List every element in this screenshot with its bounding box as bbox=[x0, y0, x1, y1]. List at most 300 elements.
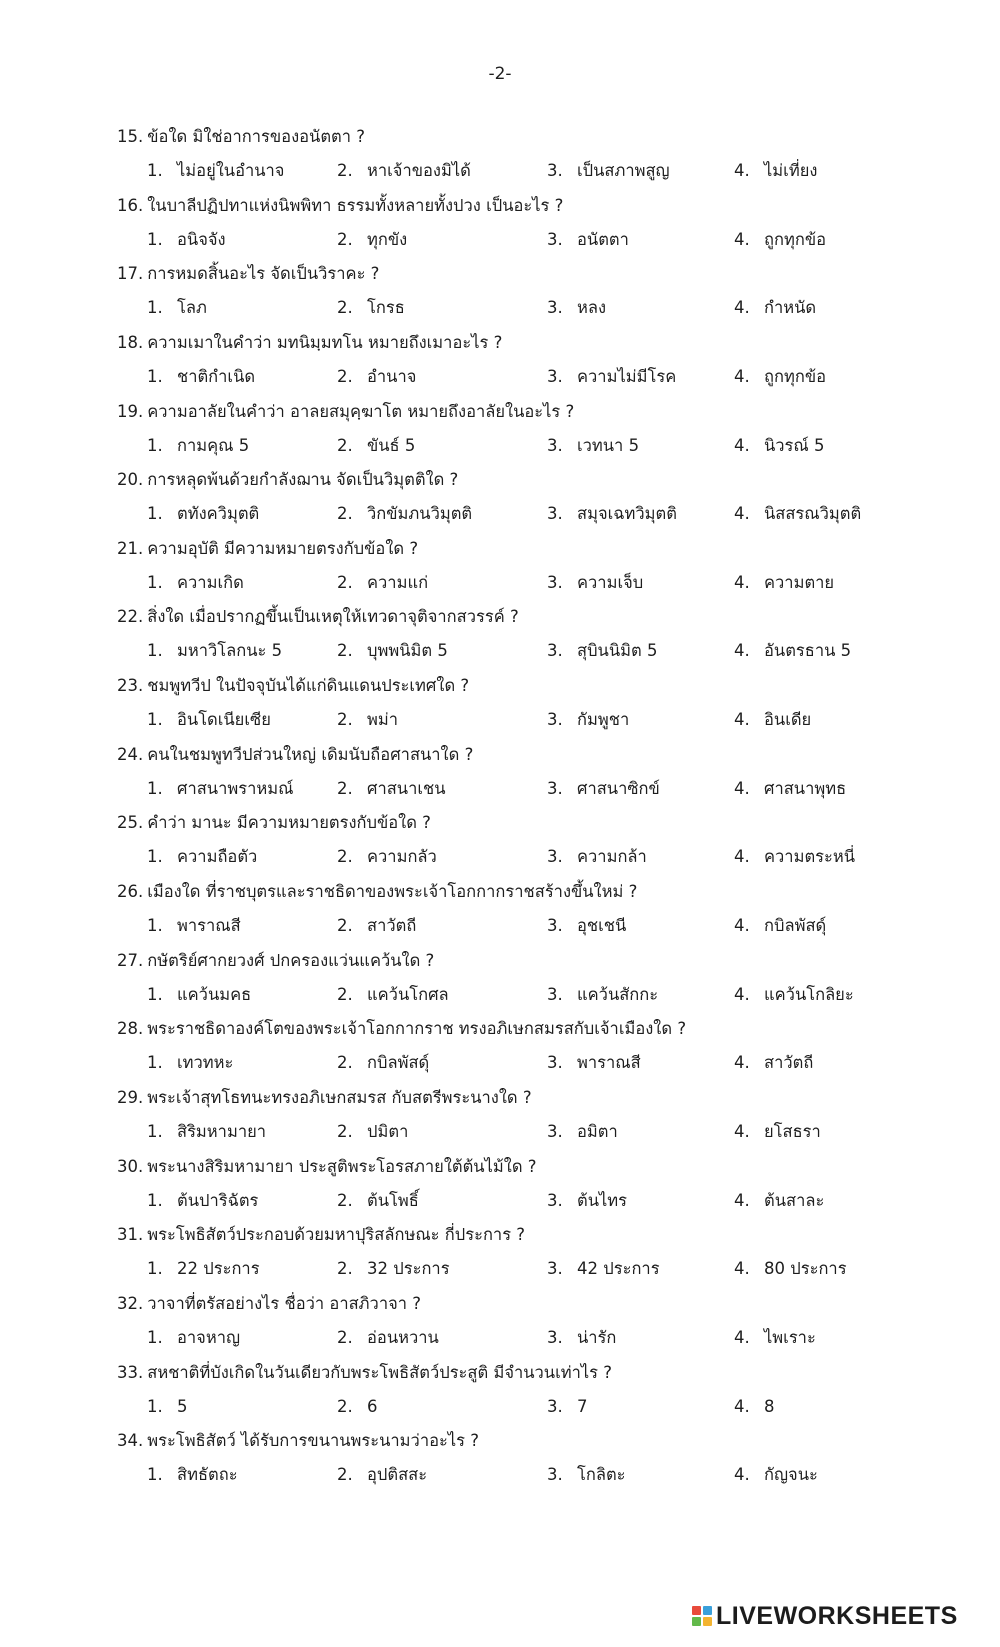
option-number: 4. bbox=[734, 916, 750, 936]
question-list bbox=[117, 120, 977, 1493]
options-row bbox=[117, 1321, 977, 1355]
question-item bbox=[117, 1356, 977, 1425]
option-number: 2. bbox=[337, 229, 353, 249]
question-text: เมืองใด ที่ราชบุตรและราชธิดาของพระเจ้าโอกกากราชสร้างขึ้นใหม่ ? bbox=[147, 882, 638, 902]
answer-option bbox=[147, 1458, 238, 1492]
option-number: 4. bbox=[734, 1327, 750, 1347]
options-row bbox=[117, 840, 977, 874]
answer-option bbox=[547, 1321, 616, 1355]
answer-option bbox=[147, 360, 255, 394]
option-text: อ่อนหวาน bbox=[367, 1327, 439, 1347]
options-row bbox=[117, 1252, 977, 1286]
option-text: ไพเราะ bbox=[764, 1327, 816, 1347]
option-text: ขันธ์ 5 bbox=[367, 435, 416, 455]
option-text: 80 ประการ bbox=[764, 1259, 847, 1279]
option-number: 1. bbox=[147, 1259, 163, 1279]
answer-option bbox=[337, 1046, 429, 1080]
option-number: 2. bbox=[337, 916, 353, 936]
option-text: ความกลัว bbox=[367, 847, 437, 867]
options-row bbox=[117, 1390, 977, 1424]
question-item bbox=[117, 1424, 977, 1493]
question-line bbox=[117, 1150, 977, 1184]
answer-option bbox=[147, 1252, 260, 1286]
option-text: กำหนัด bbox=[764, 298, 817, 318]
answer-option bbox=[547, 840, 647, 874]
question-item bbox=[117, 326, 977, 395]
option-text: โกลิตะ bbox=[577, 1465, 626, 1485]
options-row bbox=[117, 360, 977, 394]
option-number: 3. bbox=[547, 1053, 563, 1073]
option-number: 2. bbox=[337, 984, 353, 1004]
option-number: 2. bbox=[337, 1053, 353, 1073]
question-number: 17. bbox=[117, 264, 144, 284]
option-number: 4. bbox=[734, 366, 750, 386]
option-number: 4. bbox=[734, 1259, 750, 1279]
answer-option bbox=[147, 634, 282, 668]
option-number: 3. bbox=[547, 1121, 563, 1141]
options-row bbox=[117, 772, 977, 806]
answer-option bbox=[147, 154, 284, 188]
question-line bbox=[117, 326, 977, 360]
question-number: 25. bbox=[117, 813, 144, 833]
question-number: 26. bbox=[117, 882, 144, 902]
answer-option bbox=[734, 978, 854, 1012]
option-number: 1. bbox=[147, 572, 163, 592]
option-text: ศาสนาซิกข์ bbox=[577, 778, 660, 798]
option-text: อินโดเนียเซีย bbox=[177, 710, 271, 730]
answer-option bbox=[734, 154, 817, 188]
option-number: 1. bbox=[147, 984, 163, 1004]
question-text: สิ่งใด เมื่อปรากฏขึ้นเป็นเหตุให้เทวดาจุติจากสวรรค์ ? bbox=[147, 607, 519, 627]
brand-logo-icon bbox=[692, 1606, 712, 1626]
answer-option bbox=[734, 291, 816, 325]
question-line bbox=[117, 875, 977, 909]
question-line bbox=[117, 806, 977, 840]
answer-option bbox=[147, 429, 249, 463]
question-item bbox=[117, 1012, 977, 1081]
answer-option bbox=[337, 1458, 427, 1492]
option-number: 1. bbox=[147, 1121, 163, 1141]
option-number: 3. bbox=[547, 1396, 563, 1416]
option-number: 1. bbox=[147, 1465, 163, 1485]
question-text: ชมพูทวีป ในปัจจุบันได้แก่ดินแดนประเทศใด ? bbox=[147, 676, 470, 696]
question-text: ความเมาในคำว่า มทนิมฺมทโน หมายถึงเมาอะไร ? bbox=[147, 332, 503, 352]
options-row bbox=[117, 223, 977, 257]
option-text: 5 bbox=[177, 1396, 188, 1416]
question-number: 31. bbox=[117, 1225, 144, 1245]
question-line bbox=[117, 1081, 977, 1115]
option-text: วิกขัมภนวิมุตติ bbox=[367, 504, 473, 524]
options-row bbox=[117, 497, 977, 531]
option-number: 3. bbox=[547, 984, 563, 1004]
question-number: 18. bbox=[117, 332, 144, 352]
question-number: 29. bbox=[117, 1087, 144, 1107]
option-number: 4. bbox=[734, 1396, 750, 1416]
option-text: ศาสนาพุทธ bbox=[764, 778, 847, 798]
option-text: ศาสนาพราหมณ์ bbox=[177, 778, 294, 798]
option-text: แคว้นมคธ bbox=[177, 984, 252, 1004]
answer-option bbox=[547, 360, 676, 394]
question-text: พระราชธิดาองค์โตของพระเจ้าโอกกากราช ทรงอภิเษกสมรสกับเจ้าเมืองใด ? bbox=[147, 1019, 687, 1039]
option-number: 4. bbox=[734, 504, 750, 524]
option-number: 4. bbox=[734, 641, 750, 661]
option-text: 6 bbox=[367, 1396, 378, 1416]
question-item bbox=[117, 738, 977, 807]
option-text: น่ารัก bbox=[577, 1327, 617, 1347]
option-text: พม่า bbox=[367, 710, 399, 730]
options-row bbox=[117, 429, 977, 463]
option-text: สมุจเฉทวิมุตติ bbox=[577, 504, 677, 524]
option-number: 4. bbox=[734, 1190, 750, 1210]
option-text: ความแก่ bbox=[367, 572, 429, 592]
option-text: ปมิตา bbox=[367, 1121, 409, 1141]
question-item bbox=[117, 600, 977, 669]
question-line bbox=[117, 395, 977, 429]
option-number: 2. bbox=[337, 778, 353, 798]
option-number: 3. bbox=[547, 1190, 563, 1210]
question-text: ในบาลีปฏิปทาแห่งนิพพิทา ธรรมทั้งหลายทั้งปวง เป็นอะไร ? bbox=[147, 195, 564, 215]
option-number: 2. bbox=[337, 435, 353, 455]
option-text: เป็นสภาพสูญ bbox=[577, 161, 670, 180]
question-number: 16. bbox=[117, 195, 144, 215]
answer-option bbox=[337, 772, 445, 806]
question-number: 34. bbox=[117, 1431, 144, 1451]
option-text: แคว้นสักกะ bbox=[577, 984, 659, 1004]
option-text: พาราณสี bbox=[177, 916, 241, 936]
answer-option bbox=[147, 497, 259, 531]
answer-option bbox=[337, 840, 437, 874]
option-number: 1. bbox=[147, 641, 163, 661]
option-number: 1. bbox=[147, 435, 163, 455]
option-number: 1. bbox=[147, 1053, 163, 1073]
question-line bbox=[117, 1287, 977, 1321]
option-number: 4. bbox=[734, 572, 750, 592]
option-number: 2. bbox=[337, 1396, 353, 1416]
page-number: -2- bbox=[488, 64, 512, 84]
option-text: ต้นไทร bbox=[577, 1190, 628, 1210]
question-item bbox=[117, 532, 977, 601]
answer-option bbox=[547, 154, 670, 188]
option-number: 4. bbox=[734, 229, 750, 249]
question-text: พระโพธิสัตว์ ได้รับการขนานพระนามว่าอะไร ? bbox=[147, 1431, 480, 1451]
option-text: สิริมหามายา bbox=[177, 1121, 267, 1141]
options-row bbox=[117, 291, 977, 325]
option-text: หาเจ้าของมิได้ bbox=[367, 161, 471, 180]
answer-option bbox=[147, 772, 293, 806]
answer-option bbox=[337, 223, 407, 257]
question-line bbox=[117, 1012, 977, 1046]
option-text: เทวทหะ bbox=[177, 1053, 234, 1073]
question-text: คำว่า มานะ มีความหมายตรงกับข้อใด ? bbox=[147, 813, 431, 833]
option-number: 2. bbox=[337, 1465, 353, 1485]
question-item bbox=[117, 944, 977, 1013]
answer-option bbox=[337, 429, 415, 463]
question-line bbox=[117, 944, 977, 978]
option-text: กัมพูชา bbox=[577, 710, 630, 730]
option-number: 3. bbox=[547, 435, 563, 455]
answer-option bbox=[147, 223, 226, 257]
answer-option bbox=[734, 1252, 847, 1286]
option-text: อุชเชนี bbox=[577, 916, 627, 936]
question-line bbox=[117, 1218, 977, 1252]
answer-option bbox=[337, 909, 416, 943]
option-number: 2. bbox=[337, 847, 353, 867]
option-number: 2. bbox=[337, 366, 353, 386]
option-number: 3. bbox=[547, 778, 563, 798]
option-text: นิวรณ์ 5 bbox=[764, 435, 825, 455]
question-text: ความอาลัยในคำว่า อาลยสมุคฺฆาโต หมายถึงอาลัยในอะไร ? bbox=[147, 401, 575, 421]
answer-option bbox=[147, 1115, 266, 1149]
option-number: 3. bbox=[547, 366, 563, 386]
option-number: 2. bbox=[337, 298, 353, 318]
answer-option bbox=[734, 1390, 775, 1424]
option-text: 42 ประการ bbox=[577, 1259, 660, 1279]
option-text: โกรธ bbox=[367, 298, 405, 318]
question-text: การหมดสิ้นอะไร จัดเป็นวิราคะ ? bbox=[147, 264, 380, 284]
question-line bbox=[117, 532, 977, 566]
option-number: 3. bbox=[547, 298, 563, 318]
option-text: สิทธัตถะ bbox=[177, 1465, 238, 1485]
option-text: กบิลพัสดุ์ bbox=[764, 916, 827, 936]
option-text: ความเกิด bbox=[177, 572, 244, 592]
question-number: 32. bbox=[117, 1293, 144, 1313]
brand-text: LIVEWORKSHEETS bbox=[716, 1601, 958, 1630]
option-number: 2. bbox=[337, 710, 353, 730]
question-item bbox=[117, 806, 977, 875]
answer-option bbox=[337, 634, 448, 668]
question-number: 27. bbox=[117, 950, 144, 970]
option-number: 2. bbox=[337, 161, 353, 180]
option-number: 3. bbox=[547, 847, 563, 867]
question-item bbox=[117, 189, 977, 258]
answer-option bbox=[147, 840, 257, 874]
option-number: 1. bbox=[147, 1327, 163, 1347]
answer-option bbox=[547, 429, 639, 463]
answer-option bbox=[337, 1321, 439, 1355]
question-item bbox=[117, 1287, 977, 1356]
answer-option bbox=[337, 291, 405, 325]
option-text: เวทนา 5 bbox=[577, 435, 640, 455]
answer-option bbox=[734, 909, 826, 943]
option-text: โลภ bbox=[177, 298, 207, 318]
answer-option bbox=[734, 1115, 821, 1149]
option-number: 2. bbox=[337, 572, 353, 592]
option-text: อาจหาญ bbox=[177, 1327, 241, 1347]
question-text: วาจาที่ตรัสอย่างไร ชื่อว่า อาสภิวาจา ? bbox=[147, 1293, 422, 1313]
answer-option bbox=[337, 1184, 419, 1218]
option-number: 2. bbox=[337, 1121, 353, 1141]
answer-option bbox=[734, 1458, 818, 1492]
option-text: ความไม่มีโรค bbox=[577, 366, 677, 386]
question-item bbox=[117, 875, 977, 944]
option-text: กบิลพัสดุ์ bbox=[367, 1053, 430, 1073]
option-text: ไม่เที่ยง bbox=[764, 161, 818, 180]
answer-option bbox=[734, 497, 861, 531]
option-text: อำนาจ bbox=[367, 366, 417, 386]
question-text: คนในชมพูทวีปส่วนใหญ่ เดิมนับถือศาสนาใด ? bbox=[147, 744, 474, 764]
option-number: 4. bbox=[734, 1053, 750, 1073]
answer-option bbox=[147, 566, 244, 600]
option-text: 7 bbox=[577, 1396, 588, 1416]
option-text: ถูกทุกข้อ bbox=[764, 366, 827, 386]
answer-option bbox=[734, 223, 826, 257]
option-number: 2. bbox=[337, 1190, 353, 1210]
options-row bbox=[117, 1184, 977, 1218]
option-number: 1. bbox=[147, 161, 163, 180]
options-row bbox=[117, 154, 977, 188]
question-line bbox=[117, 600, 977, 634]
option-text: 8 bbox=[764, 1396, 775, 1416]
option-number: 1. bbox=[147, 366, 163, 386]
answer-option bbox=[147, 978, 251, 1012]
option-text: ตทังควิมุตติ bbox=[177, 504, 260, 524]
option-number: 2. bbox=[337, 641, 353, 661]
answer-option bbox=[547, 291, 606, 325]
option-number: 3. bbox=[547, 1259, 563, 1279]
option-text: หลง bbox=[577, 298, 607, 318]
option-number: 4. bbox=[734, 161, 750, 180]
answer-option bbox=[147, 703, 271, 737]
option-number: 3. bbox=[547, 504, 563, 524]
options-row bbox=[117, 634, 977, 668]
option-number: 4. bbox=[734, 710, 750, 730]
question-item bbox=[117, 257, 977, 326]
option-text: ชาติกำเนิด bbox=[177, 366, 256, 386]
option-number: 4. bbox=[734, 1465, 750, 1485]
option-number: 4. bbox=[734, 1121, 750, 1141]
brand-logo-square bbox=[703, 1617, 712, 1626]
answer-option bbox=[547, 1458, 626, 1492]
answer-option bbox=[547, 634, 657, 668]
option-text: ความตระหนี่ bbox=[764, 847, 856, 867]
answer-option bbox=[337, 497, 472, 531]
question-text: กษัตริย์ศากยวงศ์ ปกครองแว่นแคว้นใด ? bbox=[147, 950, 435, 970]
option-text: ความเจ็บ bbox=[577, 572, 644, 592]
question-line bbox=[117, 1424, 977, 1458]
option-text: ต้นสาละ bbox=[764, 1190, 825, 1210]
question-item bbox=[117, 395, 977, 464]
option-text: ไม่อยู่ในอำนาจ bbox=[177, 161, 285, 180]
option-text: ความถือตัว bbox=[177, 847, 258, 867]
option-number: 4. bbox=[734, 435, 750, 455]
answer-option bbox=[547, 1115, 618, 1149]
option-text: ศาสนาเชน bbox=[367, 778, 446, 798]
question-item bbox=[117, 120, 977, 189]
option-number: 1. bbox=[147, 916, 163, 936]
answer-option bbox=[734, 772, 846, 806]
option-text: สุบินนิมิต 5 bbox=[577, 641, 658, 661]
option-number: 4. bbox=[734, 778, 750, 798]
option-text: ความตาย bbox=[764, 572, 835, 592]
question-number: 24. bbox=[117, 744, 144, 764]
question-item bbox=[117, 1218, 977, 1287]
answer-option bbox=[734, 1184, 824, 1218]
answer-option bbox=[337, 1390, 378, 1424]
answer-option bbox=[547, 566, 643, 600]
question-text: พระนางสิริมหามายา ประสูติพระโอรสภายใต้ต้นไม้ใด ? bbox=[147, 1156, 537, 1176]
liveworksheets-logo bbox=[692, 1601, 958, 1631]
option-number: 1. bbox=[147, 710, 163, 730]
answer-option bbox=[734, 840, 855, 874]
answer-option bbox=[147, 291, 207, 325]
question-line bbox=[117, 257, 977, 291]
answer-option bbox=[147, 909, 241, 943]
question-number: 22. bbox=[117, 607, 144, 627]
question-text: ข้อใด มิใช่อาการของอนัตตา ? bbox=[147, 127, 366, 146]
option-number: 1. bbox=[147, 1396, 163, 1416]
question-line bbox=[117, 120, 977, 154]
option-number: 3. bbox=[547, 916, 563, 936]
answer-option bbox=[337, 703, 398, 737]
answer-option bbox=[547, 909, 626, 943]
option-text: อุปติสสะ bbox=[367, 1465, 428, 1485]
question-item bbox=[117, 669, 977, 738]
question-number: 15. bbox=[117, 127, 144, 146]
answer-option bbox=[734, 634, 851, 668]
option-text: อนัตตา bbox=[577, 229, 629, 249]
question-number: 20. bbox=[117, 470, 144, 490]
question-item bbox=[117, 1150, 977, 1219]
answer-option bbox=[337, 360, 416, 394]
question-number: 30. bbox=[117, 1156, 144, 1176]
answer-option bbox=[147, 1321, 240, 1355]
option-number: 1. bbox=[147, 778, 163, 798]
option-number: 2. bbox=[337, 1327, 353, 1347]
answer-option bbox=[547, 1046, 641, 1080]
option-number: 4. bbox=[734, 298, 750, 318]
question-line bbox=[117, 189, 977, 223]
answer-option bbox=[734, 360, 826, 394]
brand-logo-square bbox=[692, 1617, 701, 1626]
option-text: ถูกทุกข้อ bbox=[764, 229, 827, 249]
question-number: 33. bbox=[117, 1362, 144, 1382]
option-number: 1. bbox=[147, 847, 163, 867]
option-number: 3. bbox=[547, 1327, 563, 1347]
options-row bbox=[117, 1115, 977, 1149]
question-text: พระเจ้าสุทโธทนะทรงอภิเษกสมรส กับสตรีพระนางใด ? bbox=[147, 1087, 532, 1107]
question-text: การหลุดพ้นด้วยกำลังฌาน จัดเป็นวิมุตติใด ? bbox=[147, 470, 459, 490]
question-text: พระโพธิสัตว์ประกอบด้วยมหาปุริสลักษณะ กี่ประการ ? bbox=[147, 1225, 526, 1245]
answer-option bbox=[734, 1321, 816, 1355]
question-number: 28. bbox=[117, 1019, 144, 1039]
option-number: 2. bbox=[337, 1259, 353, 1279]
question-number: 23. bbox=[117, 676, 144, 696]
option-text: 22 ประการ bbox=[177, 1259, 260, 1279]
option-text: มหาวิโลกนะ 5 bbox=[177, 641, 283, 661]
options-row bbox=[117, 909, 977, 943]
answer-option bbox=[547, 703, 629, 737]
option-text: ต้นปาริฉัตร bbox=[177, 1190, 259, 1210]
option-number: 2. bbox=[337, 504, 353, 524]
option-number: 3. bbox=[547, 710, 563, 730]
answer-option bbox=[147, 1184, 258, 1218]
options-row bbox=[117, 703, 977, 737]
options-row bbox=[117, 1458, 977, 1492]
option-number: 3. bbox=[547, 229, 563, 249]
option-text: สาวัตถี bbox=[367, 916, 417, 936]
answer-option bbox=[547, 772, 660, 806]
answer-option bbox=[734, 1046, 813, 1080]
option-number: 1. bbox=[147, 504, 163, 524]
option-number: 1. bbox=[147, 229, 163, 249]
answer-option bbox=[337, 1252, 450, 1286]
option-text: อันตรธาน 5 bbox=[764, 641, 852, 661]
options-row bbox=[117, 1046, 977, 1080]
brand-logo-square bbox=[692, 1606, 701, 1615]
options-row bbox=[117, 566, 977, 600]
option-text: ต้นโพธิ์ bbox=[367, 1190, 419, 1210]
answer-option bbox=[337, 154, 471, 188]
